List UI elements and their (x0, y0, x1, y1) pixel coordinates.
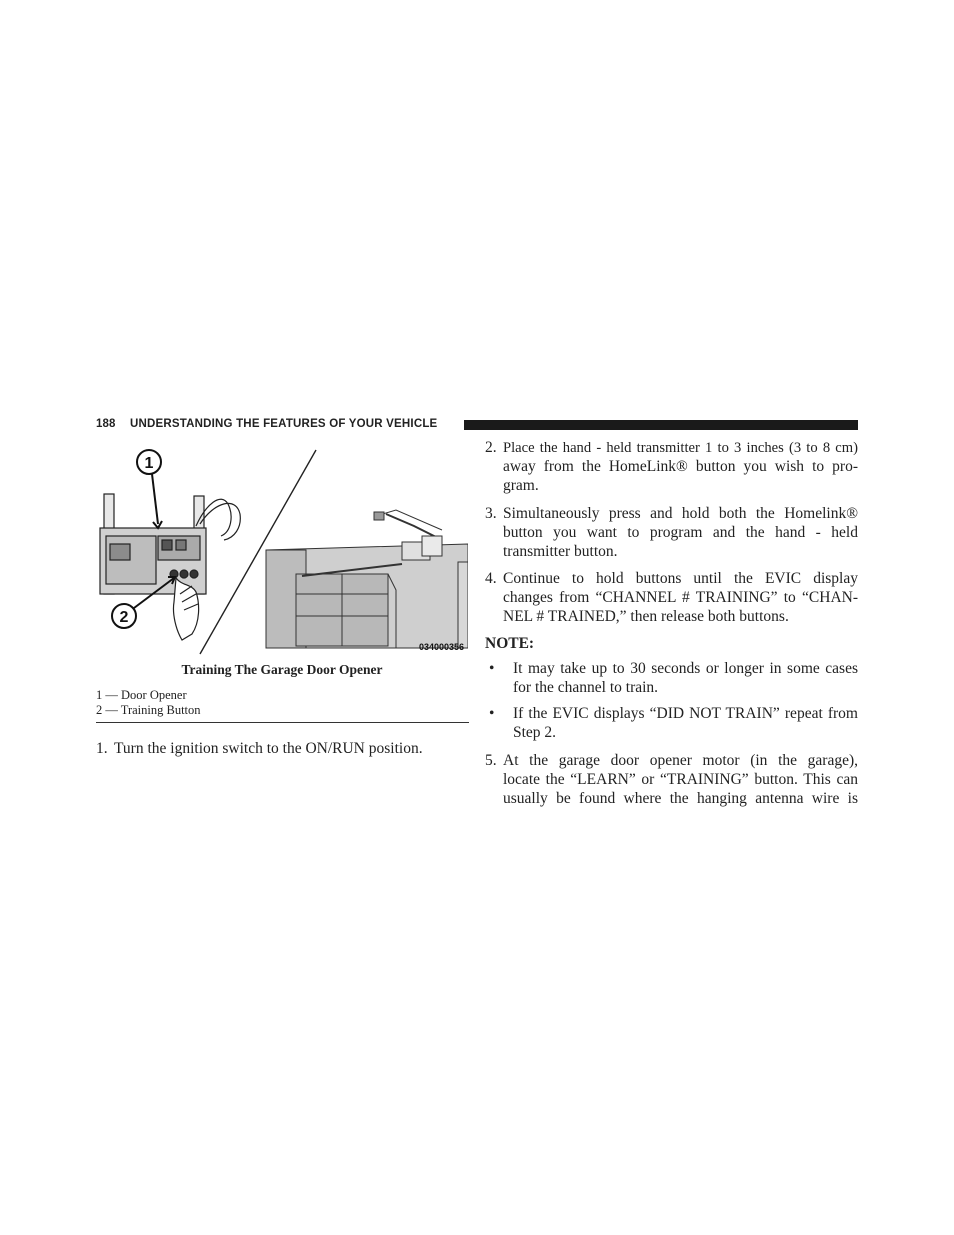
legend-item: 2 — Training Button (96, 703, 201, 717)
step-number: 1. (96, 740, 108, 757)
step-number: 5. (485, 752, 497, 769)
figure-caption: Training The Garage Door Opener (181, 662, 383, 677)
step-text-line: button you want to program and the hand - held (503, 523, 858, 541)
garage-view-drawing (266, 510, 468, 648)
bullet-glyph: • (489, 660, 495, 677)
bullet-glyph: • (489, 705, 495, 722)
note-label: NOTE: (485, 635, 535, 652)
figure-legend (96, 688, 468, 718)
step-text-line: Simultaneously press and hold both the Homelink® (503, 505, 858, 522)
page-header (96, 417, 858, 433)
garage-door-opener-illustration (96, 444, 468, 656)
page-number: 188 (96, 418, 116, 430)
step-text-line: Continue to hold buttons until the EVIC display (503, 570, 858, 587)
step-text-line: Turn the ignition switch to the ON/RUN position. (114, 740, 423, 757)
callout-2-label: 2 (119, 609, 129, 626)
step-number: 4. (485, 570, 497, 587)
legend-item: 1 — Door Opener (96, 688, 187, 702)
bullet-text-line: If the EVIC displays “DID NOT TRAIN” repeat from (513, 705, 858, 722)
step-text-line: transmitter button. (503, 542, 618, 560)
step-text-line: locate the “LEARN” or “TRAINING” button. This can (503, 770, 858, 788)
step-text-line: usually be found where the hanging antenna wire is (503, 789, 858, 807)
step-number: 2. (485, 439, 497, 456)
step-text-line: away from the HomeLink® button you wish to pro- (503, 457, 858, 475)
step-text-line: At the garage door opener motor (in the garage), (503, 752, 858, 769)
bullet-text-line: It may take up to 30 seconds or longer in some cases (513, 660, 858, 677)
step-text-line: NEL # TRAINED,” then release both buttons. (503, 607, 789, 625)
bullet-text-line: Step 2. (513, 723, 557, 741)
section-title: UNDERSTANDING THE FEATURES OF YOUR VEHICLE (130, 418, 438, 430)
step-text-line: gram. (503, 476, 539, 494)
legend-rule (96, 722, 469, 723)
header-bar (464, 420, 858, 430)
step-text-line: Place the hand - held transmitter 1 to 3 inches (3 to 8 cm) (503, 440, 858, 456)
image-code: 034000356 (418, 642, 464, 652)
bullet-text-line: for the channel to train. (513, 678, 659, 696)
callout-1-label: 1 (144, 455, 154, 472)
step-number: 3. (485, 505, 497, 522)
step-text-line: changes from “CHANNEL # TRAINING” to “CHAN- (503, 588, 858, 606)
